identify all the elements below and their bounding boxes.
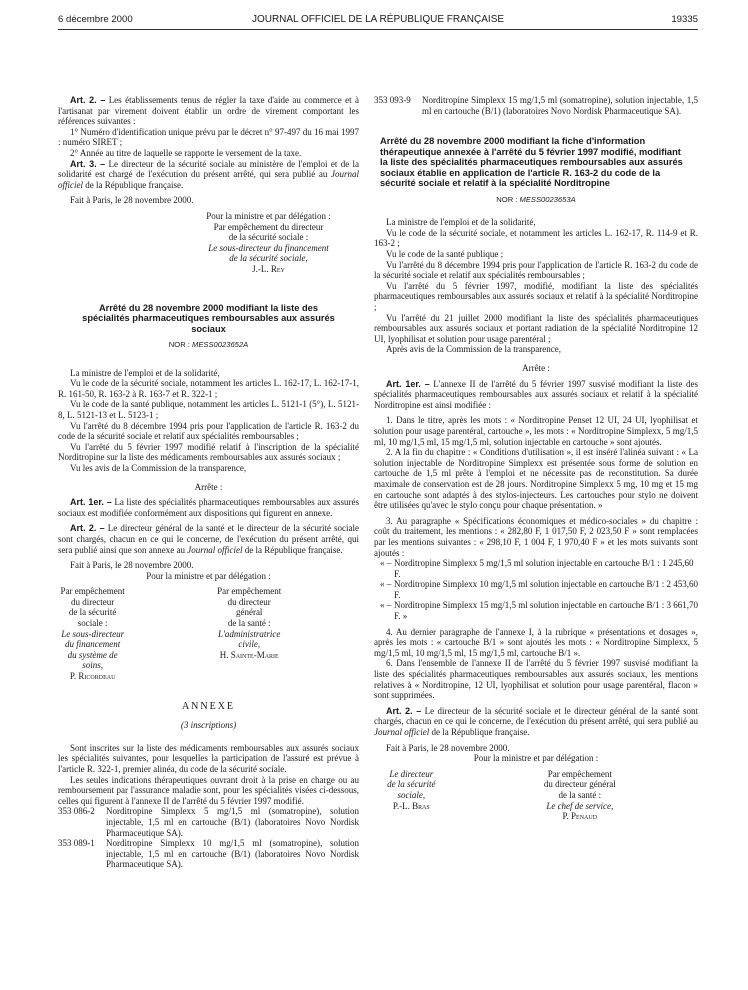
code-entry [58, 838, 359, 870]
annexe-heading: ANNEXE [181, 700, 236, 712]
price-item [380, 558, 698, 579]
price-item [380, 600, 698, 621]
header-rule [58, 29, 698, 30]
signature-line: L'administratrice civile, [217, 628, 281, 650]
arrete-title: Arrêté du 28 novembre 2000 modifiant la liste des spécialités pharmaceutiques remboursables aux assurés sociaux [82, 302, 335, 334]
preamble-avis: Après avis de la Commission de la transparence, [386, 344, 561, 355]
signature-line: de la santé : [227, 618, 271, 629]
signatory-name: P.-L. Bras [392, 800, 430, 811]
nor-reference [374, 195, 698, 206]
nor-label: NOR : [496, 194, 518, 204]
signature-line: du directeur [71, 596, 115, 607]
code-description: Norditropine Simplexx 5 mg/1,5 ml (somatropine), solution injectable, 1,5 ml en cartouche (B/1) (laboratoires Novo Nordisk Pharmaceutique SA). [106, 806, 359, 838]
dash-marker: « – [380, 558, 392, 569]
article-2 [58, 523, 359, 555]
article-heading: Art. 1er. – [70, 497, 112, 508]
point-3: 3. Au paragraphe « Spécifications économiques et médico-sociales » du chapitre : coût du traitement, les mentions : « 282,80 F, 1 017,50 F, 2 023,50 F » sont remplacées par les mentions suivantes : « 298,10 F, 1 004 F, 1 970,40 F » et les mots suivants sont ajoutés : [374, 515, 698, 558]
preamble-vu: Vu l'arrêté du 5 février 1997 modifié relatif à l'inscription de la spécialité Norditropine sur la liste des médicaments remboursables aux assurés sociaux ; [58, 441, 359, 463]
nor-label: NOR : [168, 340, 190, 349]
right-column [374, 95, 698, 822]
price-list [374, 558, 698, 622]
code-entry [374, 95, 698, 116]
journal-ref: Journal officiel [187, 544, 243, 555]
code-entry [58, 806, 359, 838]
article-heading: Art. 1er. – [386, 378, 430, 389]
signature-line: Par empêchement du directeur [213, 221, 324, 232]
annex-paragraph: Sont inscrites sur la liste des médicaments remboursables aux assurés sociaux les spécialités suivantes, pour lesquelles la participation de l'assuré est prévue à l'article R. 322-1, premier alinéa, du code de la sécurité sociale. [58, 742, 359, 774]
signature-line: Par empêchement [547, 768, 612, 779]
code-description: Norditropine Simplexx 15 mg/1,5 ml (somatropine), solution injectable, 1,5 ml en cartouche (B/1) (laboratoires Novo Nordisk Pharmaceutique SA). [422, 95, 698, 116]
cip-code: 353 093-9 [374, 95, 411, 105]
signature-block-2 [58, 586, 359, 681]
preamble-ministre: La ministre de l'emploi et de la solidarité, [386, 217, 536, 228]
signature-line: de la sécurité sociale, [387, 779, 436, 800]
article-2-previous [58, 95, 359, 127]
signature-block-1 [178, 211, 359, 275]
signature-line: du directeur général [227, 596, 271, 618]
preamble-vu: Vu le code de la santé publique ; [386, 249, 504, 260]
article-heading: Art. 2. – [386, 705, 422, 716]
signature-left [374, 769, 530, 822]
price-text: Norditropine Simplexx 5 mg/1,5 ml solution injectable en cartouche B/1 : 1 245,60 F. [394, 558, 694, 579]
article-text: de la République française. [244, 544, 343, 555]
nor-value: MESS0023653A [519, 194, 576, 204]
preamble-ministre: La ministre de l'emploi et de la solidarité, [70, 367, 220, 378]
dash-marker: « – [380, 579, 392, 590]
annex-paragraph: Les seules indications thérapeutiques ouvrant droit à la prise en charge ou au remboursement par l'assurance maladie sont, pour les spécialités visées ci-dessous, celles qui figurent à l'annexe II de l'arrêté du 5 février 1997 modifié. [58, 774, 359, 806]
article-heading: Art. 2. – [70, 95, 106, 105]
code-list [58, 806, 359, 870]
article-2 [374, 706, 698, 738]
preamble-vu: Vu le code de la sécurité sociale, notamment les articles L. 162-17, L. 162-17-1, R. 161-50, R. 163-2 à R. 163-7 et R. 322-1 ; [58, 378, 359, 399]
point-2: 2. A la fin du chapitre : « Conditions d'utilisation », il est inséré l'alinéa suivant : « La solution injectable de Norditropine Simplexx est présentée sous forme de solution en cartouche de 1,5 ml prête à l'emploi et ne nécessite pas de reconstitution. Sa durée maximale de conservation est de 28 jours. Norditropine Simplexx 5 mg, 10 mg et 15 mg en cartouche sont adaptés à des stylos-injecteurs. Les cartouches pour stylo ne doivent être utilisées qu'avec le stylo conçu pour chaque présentation. » [374, 447, 698, 511]
article-heading: Art. 2. – [70, 523, 105, 534]
preamble-vu: Vu l'arrêté du 21 juillet 2000 modifiant la liste des spécialités pharmaceutiques remboursables aux assurés sociaux et portant radiation de la spécialité Norditropine 12 UI, lyophilisat et solution pour usage parentéral ; [374, 312, 698, 344]
article-1 [58, 497, 359, 518]
fait-a-paris: Fait à Paris, le 28 novembre 2000. [70, 195, 194, 206]
article-text: L'annexe II de l'arrêté du 5 février 1997 susvisé modifiant la liste des spécialités pharmaceutiques remboursables aux assurés sociaux et relatif à la spécialité Norditropine est ainsi modifiée : [374, 378, 698, 410]
article-3 [58, 159, 359, 191]
price-text: Norditropine Simplexx 10 mg/1,5 ml solution injectable en cartouche B/1 : 2 453,60 F. [394, 579, 698, 600]
arrete-title: Arrêté du 28 novembre 2000 modifiant la fiche d'information thérapeutique annexée à l'arrêté du 5 février 1997 modifié, modifiant la liste des spécialités pharmaceutiques remboursables aux assurés sociaux établie en application de l'article R. 163-2 du code de la sécurité sociale et relatif à la spécialité Norditropine [380, 136, 683, 189]
signature-block-3 [374, 769, 698, 822]
price-item [380, 579, 698, 600]
signatory-name: J.-L. Rey [252, 263, 285, 274]
preamble-vu: Vu l'arrêté du 8 décembre 1994 pris pour l'application de l'article R. 163-2 du code de la sécurité sociale et relatif aux spécialités remboursables ; [58, 420, 359, 442]
fait-a-paris: Fait à Paris, le 28 novembre 2000. [386, 742, 510, 753]
cip-code: 353 089-1 [58, 838, 95, 849]
delegation-line: Pour la ministre et par délégation : [473, 753, 599, 764]
signature-line: Le sous-directeur du financement [208, 242, 329, 253]
article-text: Les établissements tenus de régler la taxe d'aide au commerce et à l'artisanat par virement doivent établir un ordre de virement comportant les références suivantes : [58, 95, 359, 127]
issue-date: 6 décembre 2000 [58, 14, 133, 25]
price-text: Norditropine Simplexx 15 mg/1,5 ml solution injectable en cartouche B/1 : 3 661,70 F. » [394, 600, 698, 622]
preamble-vu: Vu l'arrêté du 5 février 1997, modifié, modifiant la liste des spécialités pharmaceutiques remboursables aux assurés sociaux et relatif à la spécialité Norditropine ; [374, 280, 698, 313]
preamble-vu: Vu l'arrêté du 8 décembre 1994 pris pour l'application de l'article R. 163-2 du code de la sécurité sociale et relatif aux spécialités remboursables ; [374, 259, 698, 281]
article-heading: Art. 3. – [70, 158, 106, 169]
delegation-line: Pour la ministre et par délégation : [146, 570, 271, 581]
signature-line: du système de soins, [67, 649, 118, 671]
signature-line: Le directeur [389, 768, 434, 779]
arrete-label: Arrête : [522, 363, 550, 373]
journal-title: JOURNAL OFFICIEL DE LA RÉPUBLIQUE FRANÇAISE [251, 14, 505, 25]
preamble-vu: Vu le code de la santé publique, notamment les articles L. 5121-1 (5°), L. 5121-8, L. 5121-13 et L. 5123-1 ; [58, 399, 359, 420]
cip-code: 353 086-2 [58, 806, 95, 817]
signature-line: de la sécurité sociale : [68, 607, 117, 629]
signature-line: du directeur général [543, 779, 616, 790]
signature-line: Par empêchement [217, 586, 282, 597]
signature-line: Par empêchement [60, 586, 125, 597]
article-1 [374, 379, 698, 411]
left-column [58, 95, 359, 870]
signature-line: de la sécurité sociale : [228, 232, 309, 243]
code-description: Norditropine Simplexx 10 mg/1,5 ml (somatropine), solution injectable, 1,5 ml en cartouche (B/1) (laboratoires Novo Nordisk Pharmaceutique SA). [106, 838, 359, 870]
signature-line: de la santé : [558, 789, 602, 800]
signatory-name: H. Sainte-Marie [219, 649, 279, 660]
article-text: Le directeur de la sécurité sociale au ministère de l'emploi et de la solidarité est chargé de l'exécution du présent arrêté, qui sera publié au [58, 158, 360, 180]
preamble-vu: Vu les avis de la Commission de la transparence, [70, 462, 247, 473]
signatory-name: P. Penaud [562, 811, 598, 822]
signature-left [58, 586, 202, 681]
fait-a-paris: Fait à Paris, le 28 novembre 2000. [70, 560, 194, 571]
journal-ref: Journal officiel [58, 169, 360, 190]
article-text: de la République française. [431, 727, 530, 737]
point-6: 6. Dans l'ensemble de l'annexe II de l'arrêté du 5 février 1997 susvisé modifiant la liste des spécialités pharmaceutiques remboursables aux assurés sociaux, les mentions relatives à « Norditropine, 12 UI, lyophilisat et solution pour usage parentéral, flacon » sont supprimées. [374, 658, 698, 701]
signature-line: Pour la ministre et par délégation : [206, 210, 331, 221]
signature-right [542, 769, 698, 822]
signatory-name: P. Ricordeau [69, 671, 116, 682]
item-2: 2° Année au titre de laquelle se rapporte le versement de la taxe. [70, 147, 302, 158]
dash-marker: « – [380, 600, 392, 611]
arrete-label: Arrête : [194, 481, 223, 492]
nor-reference [58, 340, 359, 351]
page-header [58, 14, 698, 28]
article-text: Le directeur général de la santé et le directeur de la sécurité sociale sont chargés, chacun en ce qui le concerne, de l'exécution du présent arrêté, qui sera publié ainsi que son annexe au [58, 523, 360, 555]
signature-right [215, 586, 359, 681]
page-number: 19335 [671, 14, 698, 25]
journal-ref: Journal officiel [374, 727, 430, 737]
article-text: La liste des spécialités pharmaceutiques remboursables aux assurés sociaux est modifiée conformément aux dispositions qui figurent en annexe. [58, 497, 359, 518]
inscriptions-count: (3 inscriptions) [180, 720, 237, 731]
item-1: 1° Numéro d'identification unique prévu par le décret n° 97-497 du 16 mai 1997 : numéro SIRET ; [58, 126, 359, 148]
signature-line: Le sous-directeur du financement [61, 628, 125, 650]
signature-line: Le chef de service, [546, 800, 614, 811]
nor-value: MESS0023652A [192, 340, 249, 349]
preamble-vu: Vu le code de la sécurité sociale, et notamment les articles L. 162-17, R. 114-9 et R. 163-2 ; [374, 227, 698, 249]
article-text: de la République française. [85, 179, 184, 190]
point-4: 4. Au dernier paragraphe de l'annexe I, à la rubrique « présentations et dosages », après les mots : « cartouche B/1 » sont ajoutés les mots : « Norditropine Simplexx, 5 mg/1,5 ml, 10 mg/1,5 ml, 15 mg/1,5 ml, cartouche B/1 ». [374, 626, 698, 658]
article-text: Le directeur de la sécurité sociale et le directeur général de la santé sont chargés, chacun en ce qui le concerne, de l'exécution du présent arrêté, qui sera publié au [374, 705, 699, 727]
signature-line: de la sécurité sociale, [229, 253, 308, 264]
point-1: 1. Dans le titre, après les mots : « Norditropine Penset 12 UI, 24 UI, lyophilisat et solution pour usage parentéral, cartouche », les mots : « Norditropine Simplexx, 5 mg/1,5 ml, 10 mg/1,5 ml, 15 mg/1,5 ml, solution injectable en cartouche » sont ajoutés. [374, 415, 698, 447]
